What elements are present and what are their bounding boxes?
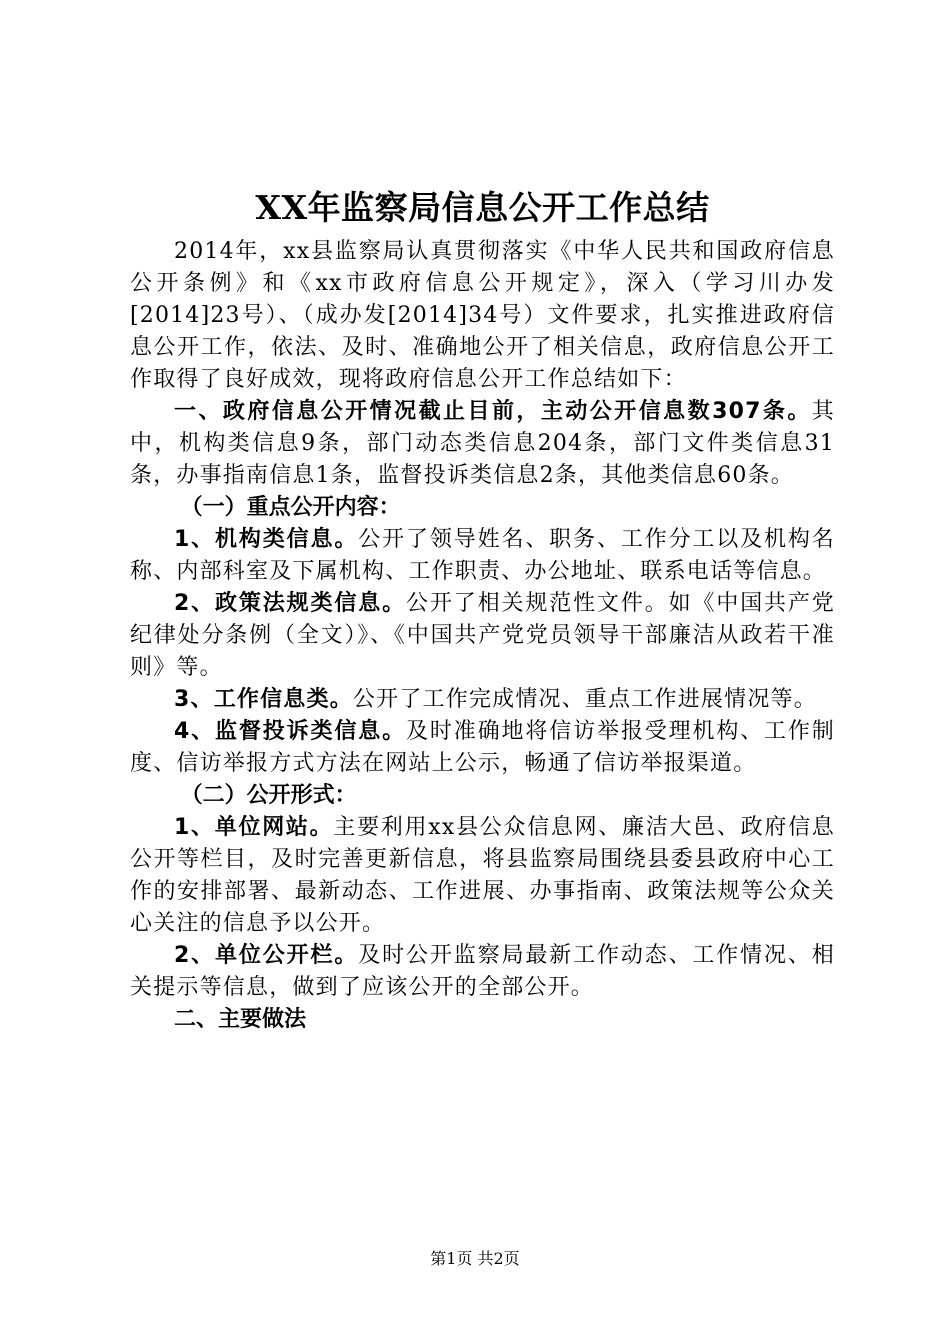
- form-item-1: [130, 812, 835, 940]
- subsection-2-heading: （二）公开形式：: [180, 783, 357, 808]
- content-item-2-text: 公开了相关规范性文件。如《中国共产党纪律处分条例（全文）》、《中国共产党党员领导干部廉洁从政若干准则》等。: [130, 591, 835, 680]
- section-1-paragraph: [130, 396, 835, 492]
- form-item-1-text: 主要利用xx县公众信息网、廉洁大邑、政府信息公开等栏目，及时完善更新信息，将县监察局围绕县委县政府中心工作的安排部署、最新动态、工作进展、办事指南、政策法规等公众关心关注的信息予以公开。: [130, 815, 835, 936]
- section-2-heading: 二、主要做法: [174, 1007, 307, 1032]
- subsection-1-heading: （一）重点公开内容：: [180, 495, 401, 520]
- content-item-3-text: 公开了工作完成情况、重点工作进展情况等。: [352, 687, 817, 712]
- document-title: XX年监察局信息公开工作总结: [255, 188, 710, 227]
- section-1-heading: 一、政府信息公开情况截止目前，主动公开信息数307条。: [174, 399, 812, 424]
- content-item-4: [130, 716, 835, 780]
- form-item-2-lead: 2、单位公开栏。: [174, 943, 359, 968]
- form-item-2-text: 及时公开监察局最新工作动态、工作情况、相关提示等信息，做到了应该公开的全部公开。: [130, 943, 835, 1000]
- content-item-1: [130, 524, 835, 588]
- content-item-1-lead: 1、机构类信息。: [174, 527, 359, 552]
- content-item-1-text: 公开了领导姓名、职务、工作分工以及机构名称、内部科室及下属机构、工作职责、办公地址、联系电话等信息。: [130, 527, 835, 584]
- content-item-4-text: 及时准确地将信访举报受理机构、工作制度、信访举报方式方法在网站上公示，畅通了信访举报渠道。: [130, 719, 835, 776]
- page-footer: 第1页 共2页: [430, 1249, 520, 1268]
- content-item-3: [130, 684, 835, 716]
- content-item-2: [130, 588, 835, 684]
- content-item-2-lead: 2、政策法规类信息。: [174, 591, 407, 616]
- form-item-1-lead: 1、单位网站。: [174, 815, 334, 840]
- intro-paragraph: 2014年，xx县监察局认真贯彻落实《中华人民共和国政府信息公开条例》和《xx市政府信息公开规定》，深入（学习川办发[2014]23号）、（成办发[2014]34号）文件要求，扎实推进政府信息公开工作，依法、及时、准确地公开了相关信息，政府信息公开工作取得了良好成效，现将政府信息公开工作总结如下：: [130, 239, 835, 392]
- form-item-2: [130, 940, 835, 1004]
- content-item-3-lead: 3、工作信息类。: [174, 687, 353, 712]
- document-page: [130, 182, 835, 1036]
- content-item-4-lead: 4、监督投诉类信息。: [174, 719, 407, 744]
- section-1-text: 其中，机构类信息9条，部门动态类信息204条，部门文件类信息31条，办事指南信息1条，监督投诉类信息2条，其他类信息60条。: [130, 399, 835, 488]
